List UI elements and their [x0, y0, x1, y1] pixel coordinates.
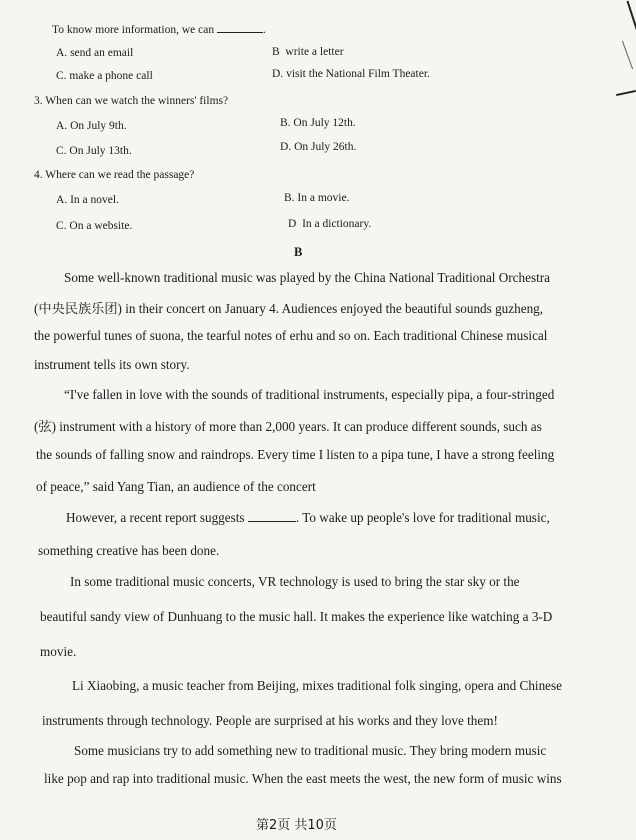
passage-line: the powerful tunes of suona, the tearful notes of erhu and so on. Each traditional Chinese musical [34, 328, 548, 343]
answer-blank [248, 510, 296, 522]
passage-line: like pop and rap into traditional music. When the east meets the west, the new form of music wins [44, 771, 562, 786]
option-4c [56, 220, 132, 232]
option-2a [56, 47, 133, 59]
passage-line-part: However, a recent report suggests [66, 510, 245, 525]
option-letter: B. [284, 192, 295, 204]
option-letter: D. [280, 141, 292, 153]
passage-line-with-blank [66, 510, 550, 526]
scan-edge-mark [622, 41, 633, 70]
option-text: visit the National Film Theater. [286, 68, 430, 80]
option-letter: A. [56, 194, 68, 206]
passage-line-part: . To wake up people's love for traditional music, [295, 510, 550, 525]
option-letter: D [288, 218, 297, 230]
option-text: On July 12th. [293, 117, 356, 129]
option-text: In a novel. [70, 194, 119, 206]
option-text: In a movie. [297, 192, 350, 204]
option-text: make a phone call [69, 70, 153, 82]
passage-line: of peace,” said Yang Tian, an audience of the concert [36, 479, 316, 494]
question-2-stem-end: . [262, 24, 266, 36]
option-text: write a letter [285, 46, 344, 58]
passage-line: Some well-known traditional music was played by the China National Traditional Orchestra [64, 270, 551, 285]
scan-edge-mark [626, 1, 636, 36]
passage-line: instruments through technology. People are surprised at his works and they love them! [42, 713, 498, 728]
option-3a [56, 120, 127, 132]
passage-line: Li Xiaobing, a music teacher from Beijing, mixes traditional folk singing, opera and Chinese [72, 678, 563, 693]
passage-line: instrument tells its own story. [34, 357, 190, 372]
option-4b [284, 192, 349, 204]
passage-line: Some musicians try to add something new to traditional music. They bring modern music [74, 743, 547, 758]
passage-line: something creative has been done. [38, 543, 220, 558]
section-b-heading: B [294, 245, 303, 259]
passage-line: movie. [40, 644, 77, 659]
option-4a [56, 194, 119, 206]
page-footer: 第2页 共10页 [256, 818, 337, 833]
option-3b [280, 117, 356, 129]
option-letter: A. [56, 120, 68, 132]
scan-edge-mark [616, 90, 636, 96]
option-text: On July 26th. [294, 141, 357, 153]
passage-line: (弦) instrument with a history of more than 2,000 years. It can produce different sounds, such as [34, 419, 542, 434]
option-text: On July 13th. [69, 145, 132, 157]
option-letter: C. [56, 70, 67, 82]
option-2b [272, 46, 344, 58]
option-letter: C. [56, 145, 67, 157]
answer-blank [217, 22, 263, 33]
option-letter: D. [272, 68, 284, 80]
option-3d [280, 141, 356, 153]
option-letter: B [272, 46, 280, 58]
option-letter: C. [56, 220, 67, 232]
passage-line: beautiful sandy view of Dunhuang to the music hall. It makes the experience like watching a 3-D [40, 609, 553, 624]
passage-line: (中央民族乐团) in their concert on January 4. Audiences enjoyed the beautiful sounds guzheng, [34, 301, 544, 316]
question-4-stem: 4. Where can we read the passage? [34, 169, 195, 181]
option-text: In a dictionary. [302, 218, 372, 230]
option-text: On a website. [69, 220, 133, 232]
option-3c [56, 145, 132, 157]
question-2-stem [52, 22, 266, 36]
option-2d [272, 68, 430, 80]
question-3-stem: 3. When can we watch the winners' films? [34, 95, 229, 107]
option-text: send an email [70, 47, 134, 59]
option-letter: B. [280, 117, 291, 129]
option-4d [288, 218, 371, 230]
option-text: On July 9th. [70, 120, 127, 132]
option-2c [56, 70, 153, 82]
passage-line: “I've fallen in love with the sounds of traditional instruments, especially pipa, a four-stringed [64, 387, 555, 402]
question-2-stem-text: To know more information, we can [52, 24, 215, 36]
passage-line: In some traditional music concerts, VR technology is used to bring the star sky or the [70, 574, 520, 589]
option-letter: A. [56, 47, 68, 59]
passage-line: the sounds of falling snow and raindrops. Every time I listen to a pipa tune, I have a strong feeling [36, 447, 555, 462]
